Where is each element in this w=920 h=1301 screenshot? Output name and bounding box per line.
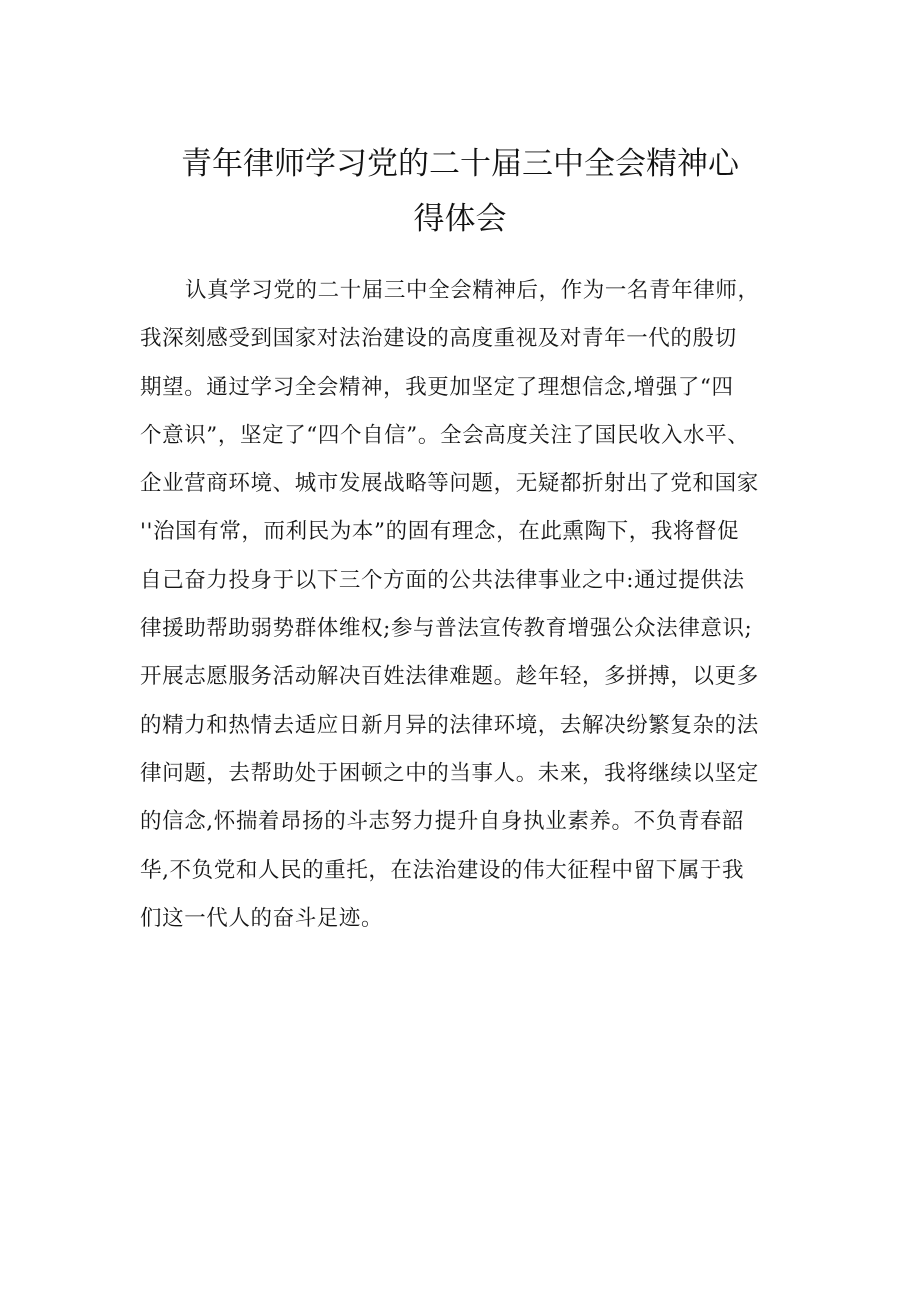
title-line-2: 得体会: [413, 201, 507, 237]
paragraph-line-11: 律问题，去帮助处于困顿之中的当事人。未来，我将继续以坚定: [140, 760, 759, 786]
paragraph-line-6: ''治国有常，而利民为本”的固有理念，在此熏陶下，我将督促: [140, 519, 740, 545]
document-title: [140, 137, 780, 247]
paragraph-line-2: 我深刻感受到国家对法治建设的高度重视及对青年一代的殷切: [140, 326, 737, 352]
paragraph-line-14: 们这一代人的奋斗足迹。: [140, 905, 384, 931]
paragraph-line-13: 华,不负党和人民的重托，在法治建设的伟大征程中留下属于我: [140, 857, 745, 883]
paragraph-line-8: 律援助帮助弱势群体维权;参与普法宣传教育增强公众法律意识;: [140, 616, 753, 642]
body-paragraph: [140, 267, 790, 943]
paragraph-line-10: 的精力和热情去适应日新月异的法律环境，去解决纷繁复杂的法: [140, 712, 759, 738]
paragraph-line-7: 自己奋力投身于以下三个方面的公共法律事业之中:通过提供法: [140, 567, 745, 593]
paragraph-line-12: 的信念,怀揣着昂扬的斗志努力提升自身执业素养。不负青春韶: [140, 809, 745, 835]
paragraph-line-1: 认真学习党的二十届三中全会精神后，作为一名青年律师，: [185, 278, 760, 303]
paragraph-line-9: 开展志愿服务活动解决百姓法律难题。趁年轻，多拼搏，以更多: [140, 664, 759, 690]
paragraph-line-3: 期望。通过学习全会精神，我更加坚定了理想信念,增强了“四: [140, 374, 734, 400]
paragraph-line-5: 企业营商环境、城市发展战略等问题，无疑都折射出了党和国家: [140, 471, 759, 497]
title-line-1: 青年律师学习党的二十届三中全会精神心: [181, 146, 739, 182]
paragraph-line-4: 个意识”，坚定了“四个自信”。全会高度关注了国民收入水平、: [140, 422, 750, 448]
